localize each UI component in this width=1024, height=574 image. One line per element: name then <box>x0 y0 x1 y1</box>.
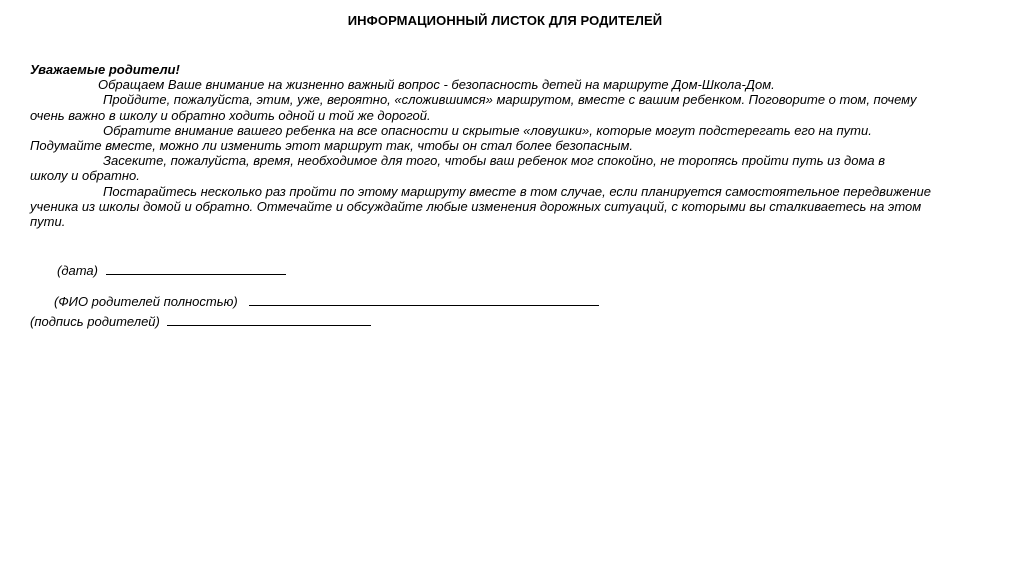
greeting: Уважаемые родители! <box>30 62 180 77</box>
paragraph-line: Пройдите, пожалуйста, этим, уже, вероятно, «сложившимся» маршрутом, вместе с вашим ребенком. Поговорите о том, почему <box>103 92 917 108</box>
paragraph-line: Подумайте вместе, можно ли изменить этот маршрут так, чтобы он стал более безопасным. <box>30 138 633 154</box>
sign-signature-line <box>30 313 371 329</box>
sign-label: (подпись родителей) <box>30 314 160 329</box>
paragraph-line: ученика из школы домой и обратно. Отмечайте и обсуждайте любые изменения дорожных ситуаций, с которыми вы сталкиваетесь на этом <box>30 198 922 214</box>
page-title: ИНФОРМАЦИОННЫЙ ЛИСТОК ДЛЯ РОДИТЕЛЕЙ <box>347 13 663 28</box>
name-signature-line <box>54 293 599 309</box>
name-blank <box>249 293 599 306</box>
paragraph-line: Постарайтесь несколько раз пройти по этому маршруту вместе в том случае, если планируется самостоятельное передвижение <box>103 183 931 199</box>
date-label: (дата) <box>57 263 98 278</box>
date-signature-line <box>57 262 286 278</box>
paragraph-line: Засеките, пожалуйста, время, необходимое для того, чтобы ваш ребенок мог спокойно, не торопясь пройти путь из дома в <box>103 153 885 169</box>
paragraph-line: школу и обратно. <box>30 168 140 184</box>
letter-body <box>30 62 990 229</box>
date-blank <box>106 262 286 275</box>
sign-blank <box>167 313 371 326</box>
name-label: (ФИО родителей полностью) <box>54 294 238 309</box>
paragraph-line: Обратите внимание вашего ребенка на все опасности и скрытые «ловушки», которые могут подстерегать его на пути. <box>103 122 872 138</box>
paragraph-line: Обращаем Ваше внимание на жизненно важный вопрос - безопасность детей на маршруте Дом-Школа-Дом. <box>98 77 775 93</box>
paragraph-line: пути. <box>30 214 66 230</box>
paragraph-line: очень важно в школу и обратно ходить одной и той же дорогой. <box>30 107 431 123</box>
